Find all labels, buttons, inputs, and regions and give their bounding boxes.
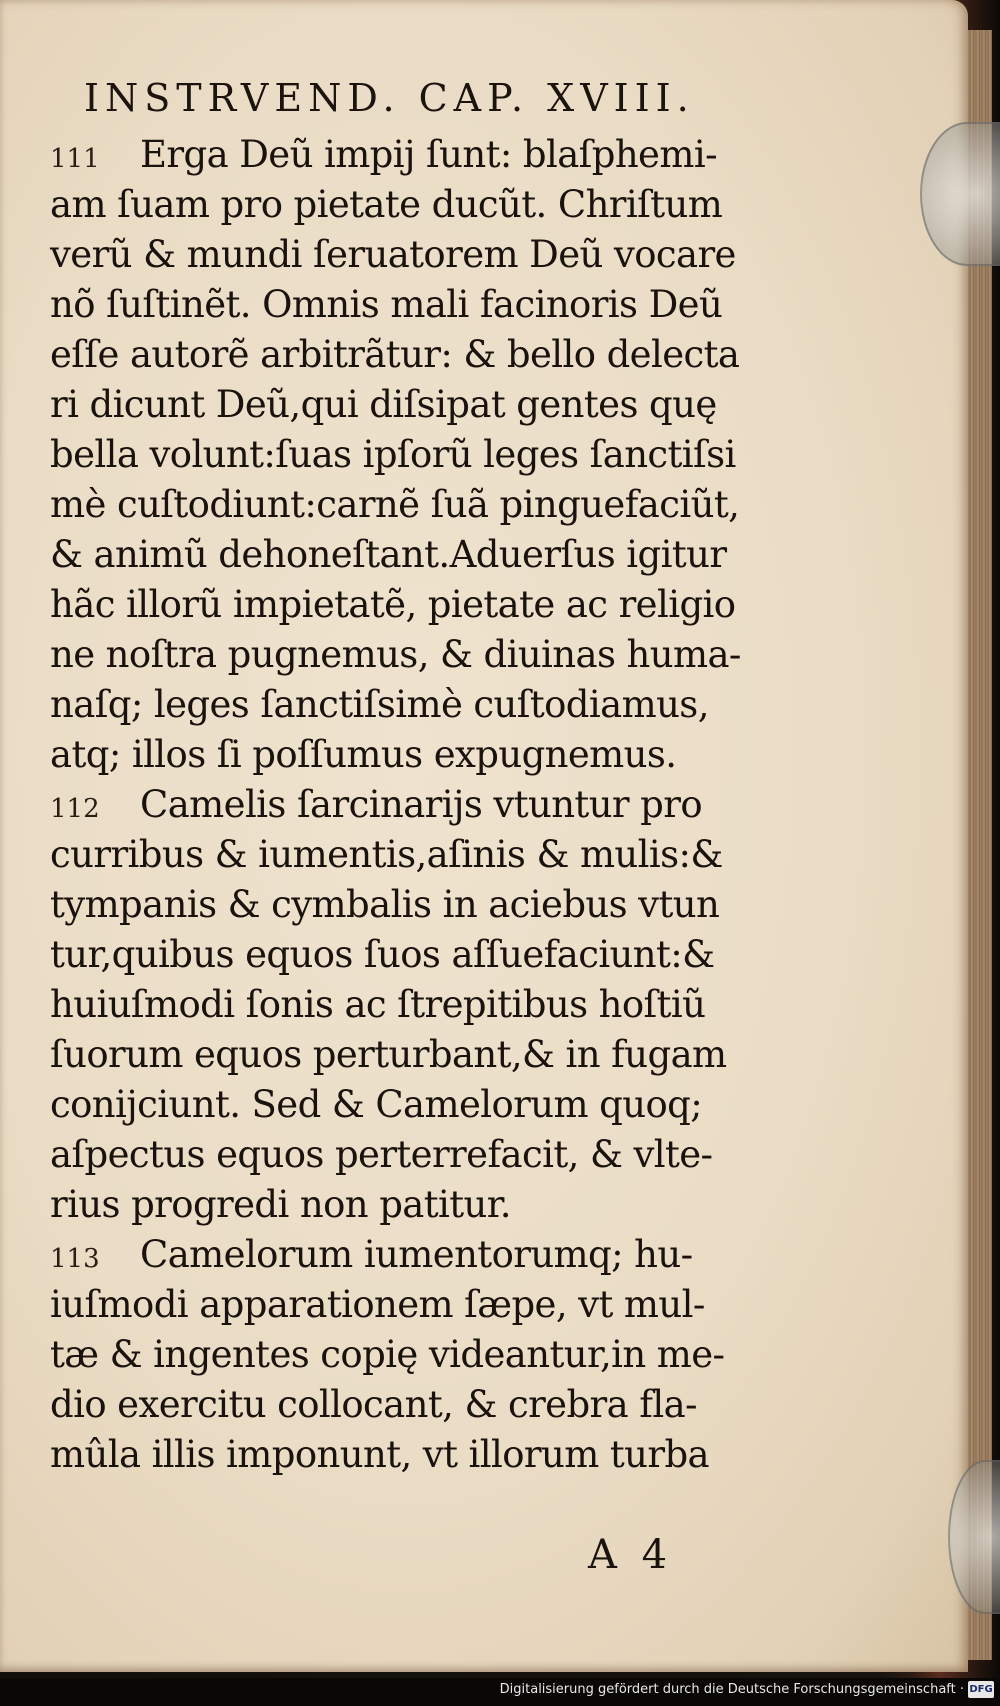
text-line xyxy=(50,1280,765,1330)
line-text: dio exercitu collocant, & crebra fla- xyxy=(50,1383,697,1426)
line-text: conijciunt. Sed & Camelorum quoq; xyxy=(50,1083,703,1126)
line-text: rius progredi non patitur. xyxy=(50,1183,511,1226)
text-line xyxy=(50,680,765,730)
text-line xyxy=(50,480,765,530)
text-line xyxy=(50,1330,765,1380)
text-line xyxy=(50,180,765,230)
digitization-credit: Digitalisierung gefördert durch die Deutsche Forschungsgemeinschaft · xyxy=(499,1682,964,1697)
text-line xyxy=(50,430,765,480)
text-line xyxy=(50,930,765,980)
text-line xyxy=(50,730,765,780)
text-line xyxy=(50,880,765,930)
text-line xyxy=(50,1030,765,1080)
line-text: iuſmodi apparationem ſæpe, vt mul- xyxy=(50,1283,705,1326)
text-line xyxy=(50,1180,765,1230)
line-text: mè cuſtodiunt:carnẽ ſuã pinguefaciũt, xyxy=(50,483,740,526)
line-text: atq; illos ſi poſſumus expugnemus. xyxy=(50,733,677,776)
text-line xyxy=(50,280,765,330)
line-text: am ſuam pro pietate ducũt. Chriſtum xyxy=(50,183,723,226)
text-line xyxy=(50,230,765,280)
text-line xyxy=(50,1230,765,1280)
line-text: naſq; leges ſanctiſsimè cuſtodiamus, xyxy=(50,683,709,726)
text-line xyxy=(50,330,765,380)
text-line xyxy=(50,1130,765,1180)
text-line xyxy=(50,1080,765,1130)
paragraph-number: 111 xyxy=(50,144,100,174)
line-text: & animũ dehoneſtant.Aduerſus igitur xyxy=(50,533,727,576)
text-line xyxy=(50,580,765,630)
line-text: nõ ſuſtinẽt. Omnis mali facinoris Deũ xyxy=(50,283,723,326)
page-edge xyxy=(968,30,992,1660)
text-line xyxy=(50,830,765,880)
line-text: curribus & iumentis,aſinis & mulis:& xyxy=(50,833,723,876)
dfg-logo: DFG xyxy=(968,1681,994,1698)
line-text: verũ & mundi ſeruatorem Deũ vocare xyxy=(50,233,736,276)
line-text: bella volunt:ſuas ipſorũ leges ſanctiſsi xyxy=(50,433,736,476)
line-text: Camelorum iumentorumq; hu- xyxy=(140,1233,693,1276)
line-text: ſuorum equos perturbant,& in fugam xyxy=(50,1033,727,1076)
line-text: eſſe autorẽ arbitrãtur: & bello delecta xyxy=(50,333,740,376)
paragraph-number: 112 xyxy=(50,794,100,824)
signature-mark: A 4 xyxy=(588,1532,674,1578)
line-text: ne noſtra pugnemus, & diuinas huma- xyxy=(50,633,741,676)
line-text: tur,quibus equos ſuos aſſuefaciunt:& xyxy=(50,933,715,976)
line-text: hãc illorũ impietatẽ, pietate ac religio xyxy=(50,583,736,626)
running-head: INSTRVEND. CAP. XVIII. xyxy=(84,76,695,120)
text-line xyxy=(50,530,765,580)
line-text: Erga Deũ impij ſunt: blaſphemi- xyxy=(140,133,717,176)
text-block xyxy=(50,130,765,1480)
line-text: tympanis & cymbalis in aciebus vtun xyxy=(50,883,720,926)
text-line xyxy=(50,380,765,430)
text-line xyxy=(50,1380,765,1430)
text-line xyxy=(50,630,765,680)
line-text: tæ & ingentes copię videantur,in me- xyxy=(50,1333,725,1376)
line-text: aſpectus equos perterrefacit, & vlte- xyxy=(50,1133,713,1176)
text-line xyxy=(50,980,765,1030)
text-line xyxy=(50,130,765,180)
line-text: ri dicunt Deũ,qui diſsipat gentes quę xyxy=(50,383,717,426)
text-line xyxy=(50,780,765,830)
paragraph-number: 113 xyxy=(50,1244,100,1274)
line-text: huiuſmodi ſonis ac ſtrepitibus hoſtiũ xyxy=(50,983,706,1026)
text-line xyxy=(50,1430,765,1480)
line-text: Camelis ſarcinarijs vtuntur pro xyxy=(140,783,703,826)
line-text: mûla illis imponunt, vt illorum turba xyxy=(50,1433,710,1476)
